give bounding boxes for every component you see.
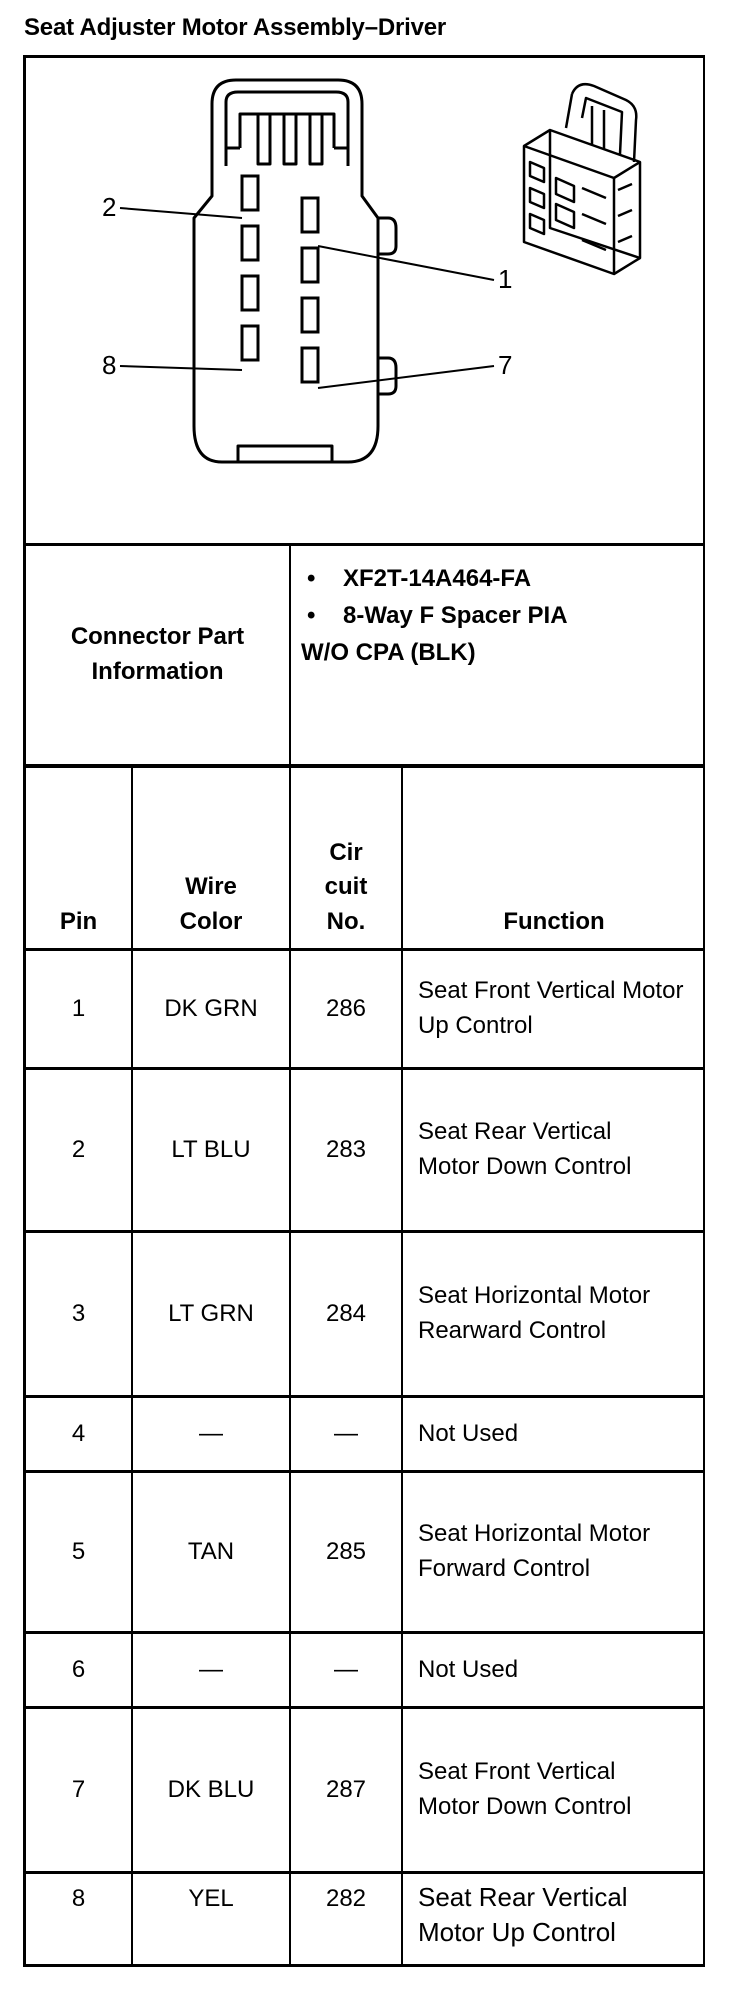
connector-description: • 8-Way F Spacer PIA: [307, 602, 568, 629]
cell-circuit: 285: [325, 1537, 367, 1565]
cell-pin: 8: [71, 1884, 86, 1912]
cell-pin: 2: [71, 1135, 86, 1163]
cell-wire-color: LT GRN: [168, 1299, 254, 1327]
cell-wire-color: TAN: [187, 1537, 235, 1565]
connector-3d-view: [524, 84, 640, 274]
cell-circuit: 283: [325, 1135, 367, 1163]
pin-cavity: [242, 226, 258, 260]
connector-diagram: [26, 58, 702, 546]
cell-function: Seat Front Vertical Motor Up Control: [418, 977, 684, 1039]
pin-cavity: [302, 198, 318, 232]
pin-cavity: [302, 298, 318, 332]
cell-pin: 4: [71, 1419, 86, 1447]
cell-wire-color: YEL: [188, 1884, 234, 1912]
cell-wire-color: —: [199, 1419, 223, 1447]
cell-pin: 3: [71, 1299, 86, 1327]
cell-function: Not Used: [418, 1419, 519, 1447]
column-header-wire-color: Wire Color: [179, 873, 243, 936]
cell-pin: 5: [71, 1537, 86, 1565]
pin-label-7: 7: [498, 350, 513, 380]
pin-cavity: [242, 326, 258, 360]
cell-function: Seat Horizontal Motor Forward Control: [418, 1520, 651, 1582]
cell-pin: 6: [71, 1655, 86, 1683]
pin-label-1: 1: [498, 264, 513, 294]
pin-label-8: 8: [102, 350, 117, 380]
cell-circuit: —: [334, 1655, 358, 1683]
cell-function: Seat Rear Vertical Motor Up Control: [418, 1882, 628, 1948]
column-header-circuit: Cir cuit No.: [324, 838, 368, 936]
connector-description-continued: W/O CPA (BLK): [301, 639, 476, 666]
connector-part-number: • XF2T-14A464-FA: [307, 565, 532, 592]
cell-wire-color: DK BLU: [167, 1775, 255, 1803]
cell-function: Seat Front Vertical Motor Down Control: [418, 1758, 632, 1820]
cell-wire-color: —: [199, 1655, 223, 1683]
divider: [23, 1964, 705, 1967]
connector-info-list: [303, 560, 568, 671]
connector-side-tab: [378, 218, 396, 254]
connector-side-tab: [378, 358, 396, 394]
pin-cavity: [242, 276, 258, 310]
divider: [289, 543, 291, 766]
cell-function: Seat Rear Vertical Motor Down Control: [418, 1118, 632, 1180]
cell-wire-color: LT BLU: [171, 1135, 251, 1163]
cell-wire-color: DK GRN: [164, 994, 258, 1022]
pin-cavity: [242, 176, 258, 210]
pin-label-2: 2: [102, 192, 117, 222]
cell-circuit: 282: [325, 1884, 367, 1912]
pin-cavity: [302, 348, 318, 382]
cell-circuit: 284: [325, 1299, 367, 1327]
cell-pin: 7: [71, 1775, 86, 1803]
cell-circuit: —: [334, 1419, 358, 1447]
page-title: Seat Adjuster Motor Assembly–Driver: [24, 14, 447, 41]
cell-circuit: 287: [325, 1775, 367, 1803]
cell-function: Seat Horizontal Motor Rearward Control: [418, 1282, 651, 1344]
column-header-function: Function: [503, 908, 605, 936]
cell-pin: 1: [71, 994, 86, 1022]
cell-circuit: 286: [325, 994, 367, 1022]
column-header-pin: Pin: [59, 908, 98, 936]
connector-info-label: Connector Part Information: [70, 623, 245, 685]
cell-function: Not Used: [418, 1655, 519, 1683]
pin-cavity: [302, 248, 318, 282]
connector-body: [194, 80, 378, 462]
connector-latch: [226, 92, 348, 166]
